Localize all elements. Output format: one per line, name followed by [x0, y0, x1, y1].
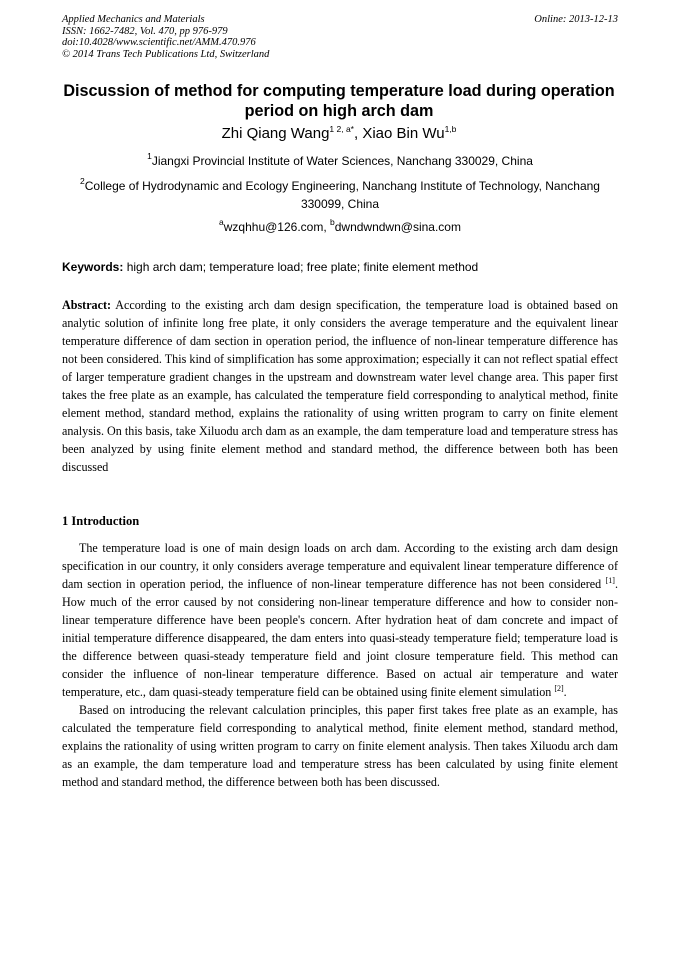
affiliation-2-mark: 2: [80, 176, 85, 186]
affiliation-1-mark: 1: [147, 151, 152, 161]
paragraph-1-part-b: . How much of the error caused by not considering non-linear temperature difference and how to consider non-linear temperature difference have been people's concern. After hydration heat of dam concrete and impact of initial temperature difference disappeared, the dam enters into quasi-steady temperature field; temperature load is the difference between quasi-steady temperature field and joint closure temperature field. This method can consider the influence of non-linear temperature difference. Based on actual air temperature and water temperature, etc., dam quasi-steady temperature field can be obtained using finite element simulation: [62, 577, 618, 699]
introduction-body: [62, 539, 618, 791]
copyright-line: © 2014 Trans Tech Publications Ltd, Switzerland: [62, 48, 270, 60]
paragraph-1-part-a: The temperature load is one of main design loads on arch dam. According to the existing arch dam design specification in our country, it only considers average temperature and equivalent linear temperature difference of dam section in operation period, the influence of non-linear temperature difference has not been considered: [62, 541, 618, 591]
issn-line: ISSN: 1662-7482, Vol. 470, pp 976-979: [62, 25, 228, 37]
author-2-affiliation-mark: 1,b: [444, 124, 457, 134]
email-a-mark: a: [219, 217, 224, 227]
paper-title: Discussion of method for computing temperature load during operation period on high arch dam: [63, 82, 615, 120]
keywords: [62, 259, 618, 275]
affiliation-1-text: Jiangxi Provincial Institute of Water Sciences, Nanchang 330029, China: [151, 154, 533, 168]
affiliation-1: [62, 152, 618, 170]
author-line: [60, 125, 618, 143]
author-1-affiliation-mark: 1 2, a*: [329, 124, 354, 134]
section-heading-introduction: 1 Introduction: [62, 514, 140, 528]
abstract-text: According to the existing arch dam design specification, the temperature load is obtained based on analytic solution of infinite long free plate, it only considers the average temperature and the equivalent linear temperature difference of dam section in operation period, the influence of non-linear temperature difference has not been considered. This kind of simplification has some approximation; especially it can not reflect spatial effect of larger temperature gradient changes in the upstream and downstream water level change area. This paper first takes the free plate as an example, has calculated the temperature field corresponding to analytical method, finite element method, standard method, explains the rationality of using written program to carry on finite element analysis. On this basis, take Xiluodu arch dam as an example, the dam temperature load and temperature stress has been analyzed by using finite element method and standard method, the difference between both has been discussed: [62, 298, 618, 474]
online-date: Online: 2013-12-13: [534, 14, 618, 25]
abstract: [62, 296, 618, 476]
journal-name: Applied Mechanics and Materials: [62, 14, 205, 25]
author-2-name: Xiao Bin Wu: [362, 125, 445, 142]
email-b[interactable]: dwndwndwn@sina.com: [334, 220, 461, 234]
email-line: [62, 219, 618, 235]
introduction-paragraph-1: [62, 539, 618, 701]
citation-2[interactable]: [2]: [554, 684, 564, 693]
journal-header: [62, 14, 618, 60]
doi-line: doi:10.4028/www.scientific.net/AMM.470.976: [62, 37, 256, 49]
author-separator: ,: [353, 125, 363, 142]
email-separator: ,: [323, 220, 330, 234]
introduction-paragraph-2: Based on introducing the relevant calculation principles, this paper first takes free plate as an example, has calculated the temperature field corresponding to analytical method, finite element method, standard method, explains the rationality of using written program to carry on finite element analysis. Then takes Xiluodu arch dam as an example, the dam temperature load and temperature stress has been calculated by using finite element method and standard method, the difference between both has been discussed.: [62, 703, 618, 789]
citation-1[interactable]: [1]: [605, 576, 615, 585]
affiliation-2: [62, 177, 618, 213]
keywords-text: high arch dam; temperature load; free plate; finite element method: [123, 260, 479, 274]
paragraph-1-part-c: .: [563, 685, 567, 699]
email-a[interactable]: wzqhhu@126.com: [223, 220, 324, 234]
abstract-label: Abstract:: [62, 298, 112, 312]
email-b-mark: b: [330, 217, 335, 227]
author-1-name: Zhi Qiang Wang: [221, 125, 330, 142]
affiliation-2-text: College of Hydrodynamic and Ecology Engineering, Nanchang Institute of Technology, Nanchang 330099, China: [84, 179, 600, 211]
keywords-label: Keywords:: [62, 260, 124, 274]
